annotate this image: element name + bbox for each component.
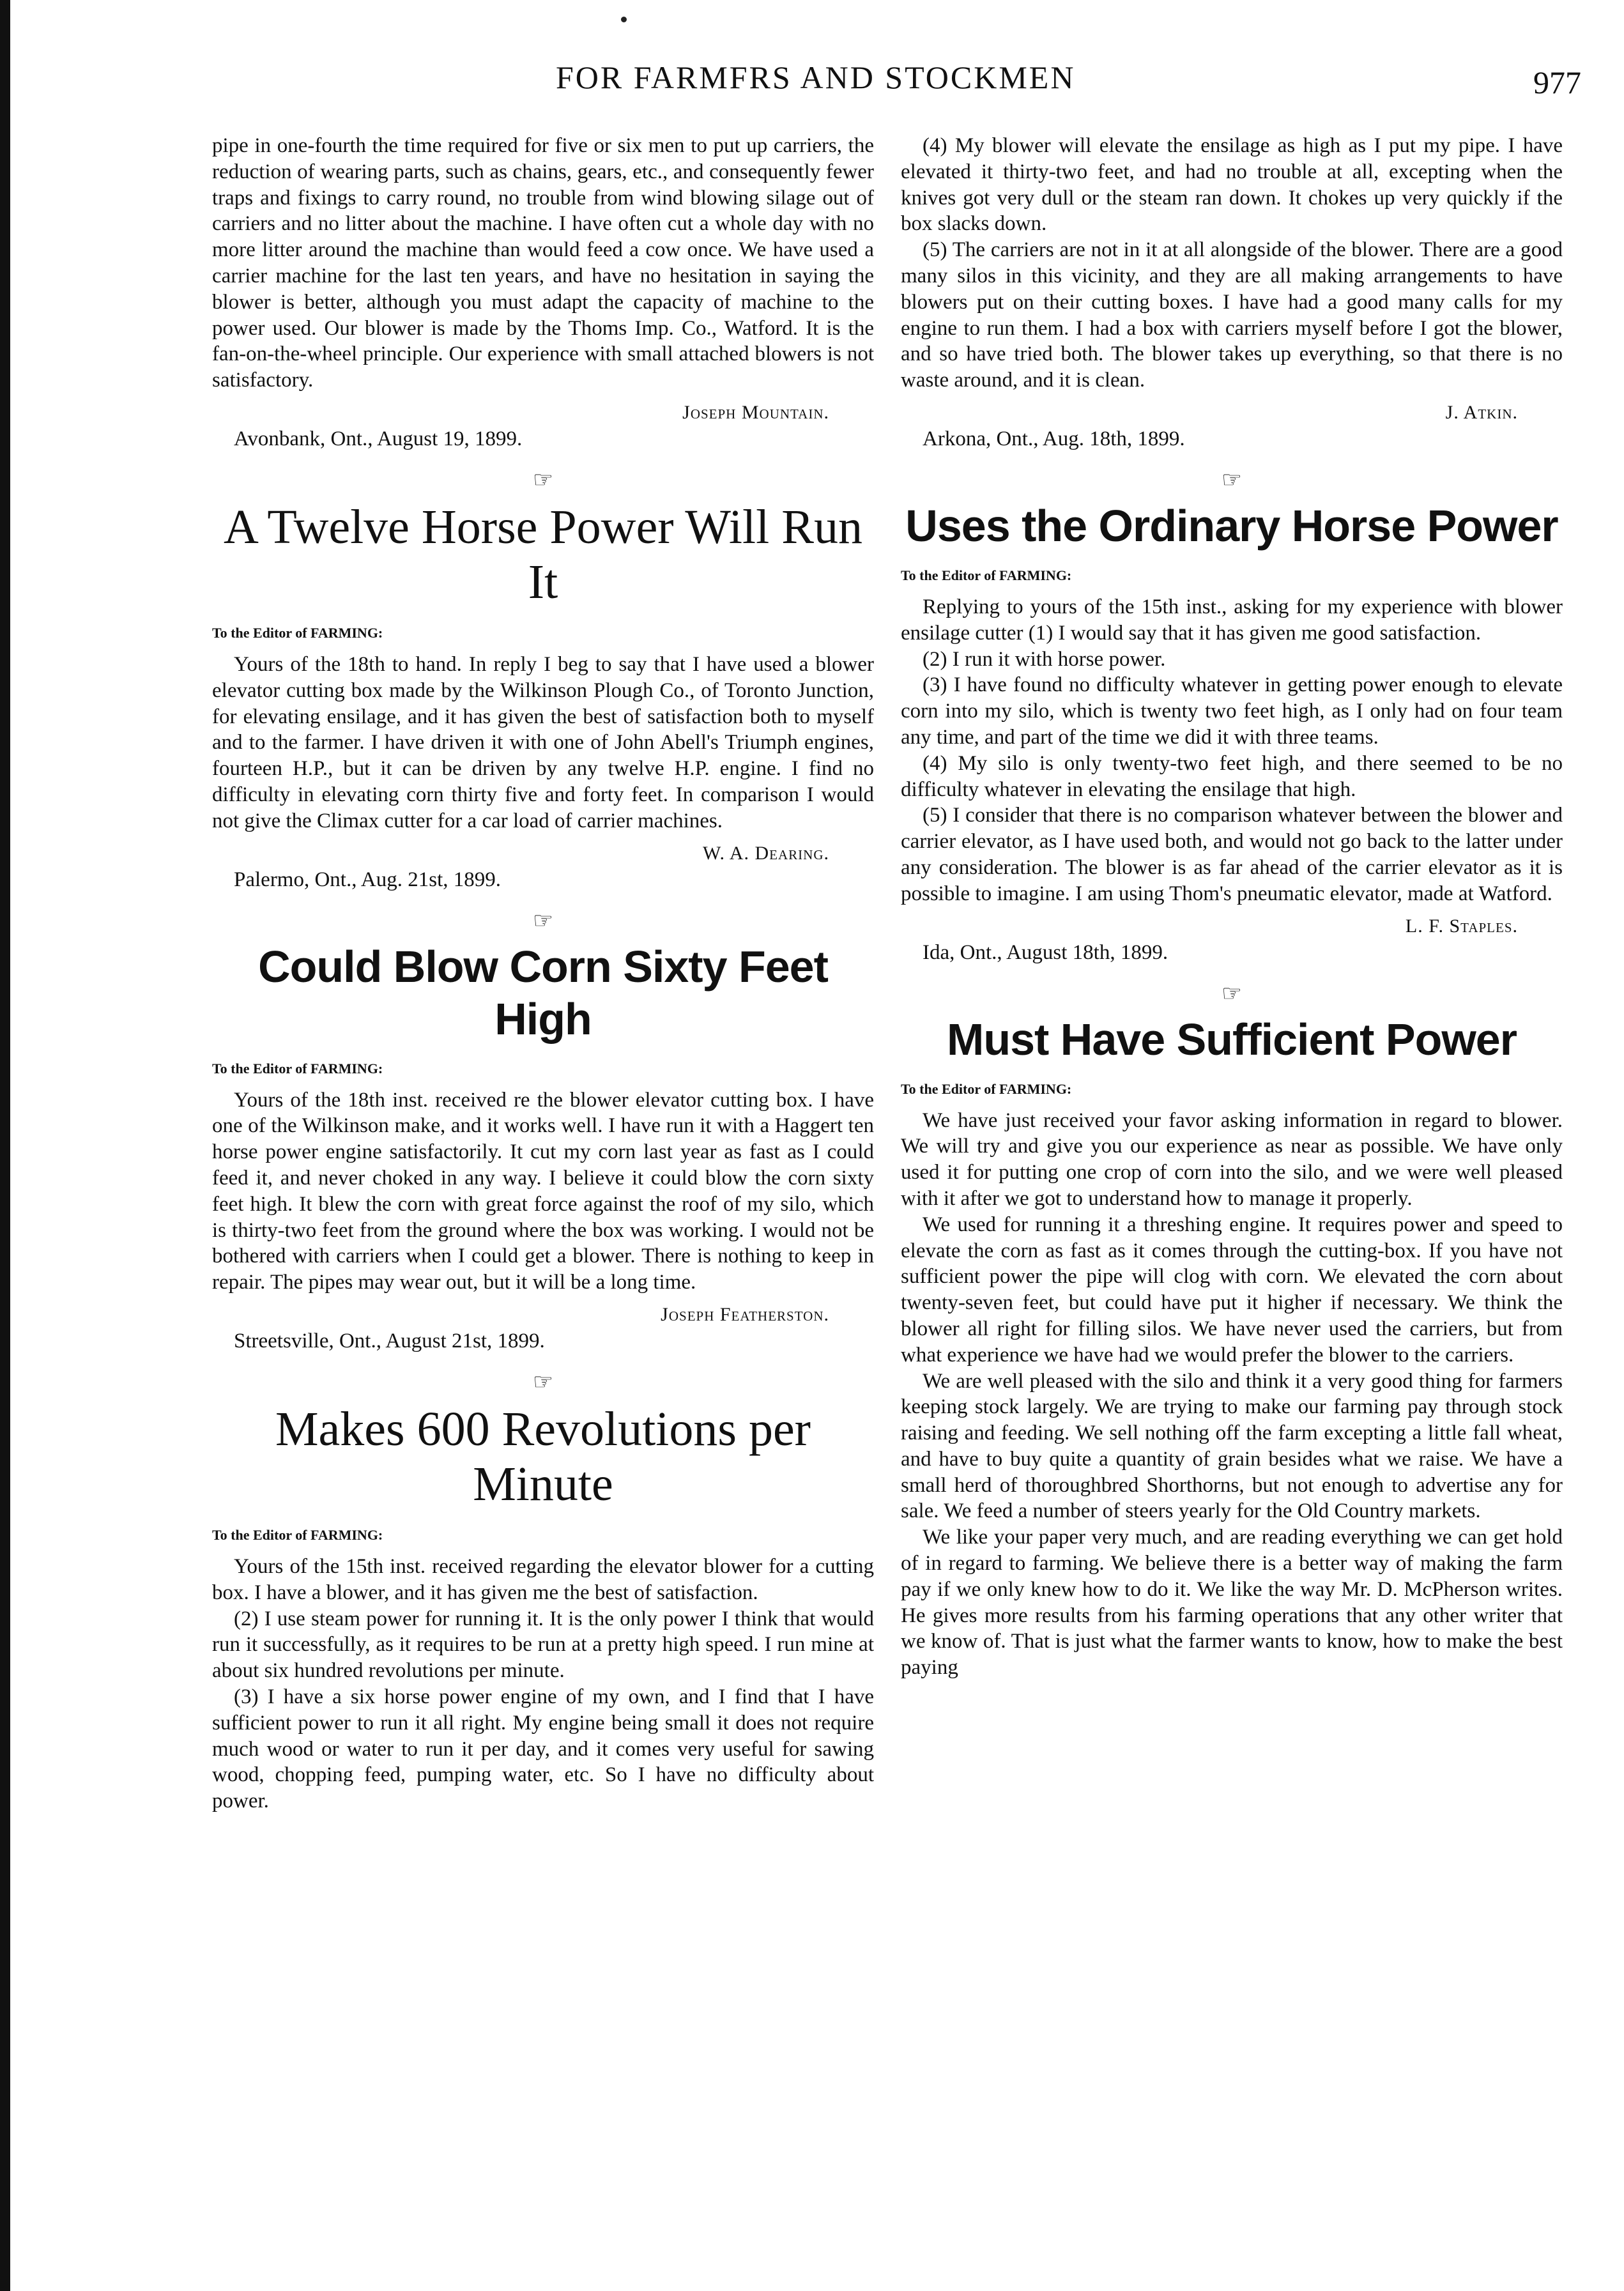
- article-paragraph: Yours of the 15th inst. received regarding the elevator blower for a cutting box. I have a blower, and it has given me the best of satisfaction.: [212, 1554, 874, 1604]
- left-column: [212, 133, 874, 1814]
- pointing-hand-icon: ☞: [1221, 980, 1243, 1006]
- place-date-ida: Ida, Ont., August 18th, 1899.: [923, 940, 1168, 964]
- signature-dearing: W. A. Dearing.: [702, 842, 829, 864]
- headline-sixty-feet: Could Blow Corn Sixty Feet High: [258, 941, 828, 1044]
- article-paragraph: (3) I have a six horse power engine of my own, and I find that I have sufficient power to run it all right. My engine being small it does not require much wood or water to run it per day, and it comes very useful for sawing wood, chopping feed, pumping water, etc. So I have no difficulty about power.: [212, 1685, 874, 1813]
- article-paragraph: We used for running it a threshing engine. It requires power and speed to elevate the corn as fast as it comes through the cutting-box. If you have not sufficient power the pipe will clog with corn. We elevated the corn about twenty-seven feet, but could have put it higher if necessary. We think the blower all right for filling silos. We have never used the carriers, but from what experience we have had we would prefer the blower to the carriers.: [901, 1213, 1563, 1367]
- article-paragraph: We have just received your favor asking information in regard to blower. We will try and give you our experience as near as possible. We have only used it for putting one crop of corn into the silo, and we were well pleased with it after we got to understand how to manage it properly.: [901, 1108, 1563, 1210]
- article-paragraph: (5) I consider that there is no comparison whatever between the blower and carrier elevator, as I have used both, and would not go back to the latter under any consideration. The blower is as far ahead of the carrier elevator as it is possible to imagine. I am using Thom's pneumatic elevator, made at Watford.: [901, 804, 1563, 905]
- continuation-paragraph: (5) The carriers are not in it at all alongside of the blower. There are a good many silos in this vicinity, and they are all making arrangements to have blowers put on their cutting boxes. I have had a good many calls for my engine to run them. I had a box with carriers myself before I got the blower, and so have tried both. The blower takes up everything, so that there is no waste around, and it is clean.: [901, 238, 1563, 392]
- page-edge-rule: [0, 0, 10, 2291]
- signature-mountain: Joseph Mountain.: [682, 401, 829, 423]
- to-editor-line: To the Editor of FARMING:: [901, 567, 1072, 583]
- headline-600-revolutions: Makes 600 Revolutions per Minute: [275, 1402, 811, 1511]
- article-paragraph: Replying to yours of the 15th inst., asking for my experience with blower ensilage cutter (1) I would say that it has given me good satisfaction.: [901, 595, 1563, 645]
- article-paragraph: Yours of the 18th inst. received re the blower elevator cutting box. I have one of the Wilkinson make, and it works well. I have run it with a Haggert ten horse power engine satisfactorily. It cut my corn last year as fast as I could feed it, and never choked in any way. I believe it could blow the corn sixty feet high. It blew the corn with great force against the roof of my silo, which is thirty-two feet from the ground where the box was working. I would not be bothered with carriers when I could get a blower. There is nothing to keep in repair. The pipes may wear out, but it will be a long time.: [212, 1088, 874, 1294]
- article-paragraph: (4) My silo is only twenty-two feet high, and there seemed to be no difficulty whatever in elevating the ensilage that high.: [901, 751, 1563, 801]
- article-paragraph: (2) I run it with horse power.: [923, 647, 1166, 671]
- signature-atkin: J. Atkin.: [1445, 401, 1518, 423]
- pointing-hand-icon: ☞: [532, 907, 554, 933]
- signature-staples: L. F. Staples.: [1405, 915, 1518, 937]
- page-number: 977: [1533, 65, 1581, 100]
- place-date-arkona: Arkona, Ont., Aug. 18th, 1899.: [923, 427, 1185, 450]
- place-date-avonbank: Avonbank, Ont., August 19, 1899.: [234, 427, 523, 450]
- to-editor-line: To the Editor of FARMING:: [212, 1060, 383, 1077]
- article-paragraph: We are well pleased with the silo and think it a very good thing for farmers keeping stock largely. We are trying to make our farming pay through stock raising and feeding. We sell nothing off the farm excepting a little fall wheat, and have to buy quite a quantity of grain besides what we raise. We have a small herd of thoroughbred Shorthorns, but not enough to advertise any for sale. We feed a number of steers yearly for the Old Country markets.: [901, 1369, 1563, 1523]
- headline-ordinary-horse-power: Uses the Ordinary Horse Power: [905, 500, 1558, 551]
- right-column: [901, 133, 1563, 1681]
- place-date-streetsville: Streetsville, Ont., August 21st, 1899.: [234, 1329, 545, 1352]
- running-head: FOR FARMFRS AND STOCKMEN: [556, 59, 1076, 95]
- article-paragraph: We like your paper very much, and are reading everything we can get hold of in regard to farming. We believe there is a better way of making the farm pay if we only knew how to do it. We like the way Mr. D. McPherson writes. He gives more results from his farming operations that any other writer that we know of. That is just what the farmer wants to know, how to make the best paying: [901, 1526, 1563, 1680]
- headline-sufficient-power: Must Have Sufficient Power: [947, 1014, 1517, 1064]
- signature-featherston: Joseph Featherston.: [661, 1303, 829, 1325]
- article-paragraph: (3) I have found no difficulty whatever in getting power enough to elevate corn into my silo, which is twenty two feet high, as I only had on four team any time, and part of the time we did it with three teams.: [901, 673, 1563, 749]
- to-editor-line: To the Editor of FARMING:: [212, 1526, 383, 1543]
- pointing-hand-icon: ☞: [1221, 466, 1243, 493]
- article-paragraph: (2) I use steam power for running it. It is the only power I think that would run it successfully, as it requires to be run at a pretty high speed. I run mine at about six hundred revolutions per minute.: [212, 1607, 874, 1683]
- to-editor-line: To the Editor of FARMING:: [212, 624, 383, 641]
- pointing-hand-icon: ☞: [532, 466, 554, 493]
- pointing-hand-icon: ☞: [532, 1368, 554, 1395]
- place-date-palermo: Palermo, Ont., Aug. 21st, 1899.: [234, 868, 501, 891]
- headline-twelve-horse-power: A Twelve Horse Power Will Run It: [224, 500, 862, 609]
- continuation-paragraph: (4) My blower will elevate the ensilage as high as I put my pipe. I have elevated it thirty-two feet, and had no trouble at all, excepting when the knives got very dull or the steam ran down. It chokes up very quickly if the box slacks down.: [901, 134, 1563, 236]
- print-speck: [621, 17, 627, 22]
- to-editor-line: To the Editor of FARMING:: [901, 1080, 1072, 1097]
- article-paragraph: Yours of the 18th to hand. In reply I beg to say that I have used a blower elevator cutting box made by the Wilkinson Plough Co., of Toronto Junction, for elevating ensilage, and it has given the best of satisfaction both to myself and to the farmer. I have driven it with one of John Abell's Triumph engines, fourteen H.P., but it can be driven by any twelve H.P. engine. I find no difficulty in elevating corn thirty five and forty feet. In comparison I would not give the Climax cutter for a car load of carrier machines.: [212, 652, 874, 832]
- continuation-paragraph: pipe in one-fourth the time required for five or six men to put up carriers, the reduction of wearing parts, such as chains, gears, etc., and consequently fewer traps and fixings to carry round, no trouble from wind blowing silage out of carriers and no litter about the machine. I have often cut a whole day with no more litter around the machine than would feed a cow once. We have used a carrier machine for the last ten years, and have no hesitation in saying the blower is better, although you must adapt the capacity of machine to the power used. Our blower is made by the Thoms Imp. Co., Watford. It is the fan-on-the-wheel principle. Our experience with small attached blowers is not satisfactory.: [212, 134, 874, 392]
